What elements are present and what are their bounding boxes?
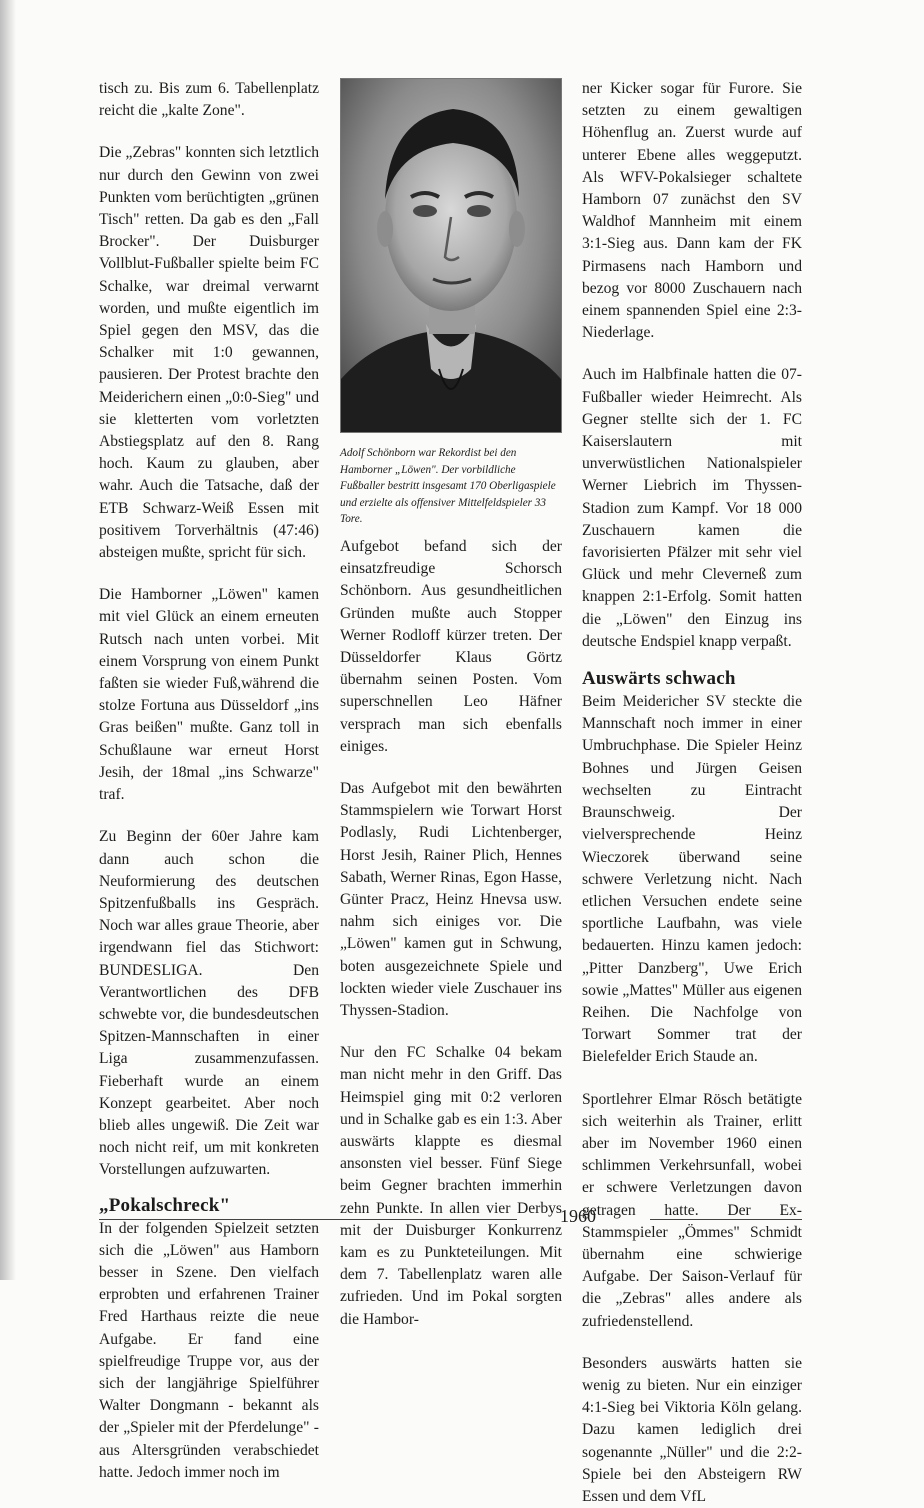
photo-caption: Adolf Schönborn war Rekordist bei den Hamborner „Löwen". Der vorbildliche Fußballer bestritt insgesamt 170 Oberligaspiele und erzielte als offensiver Mittelfeldspieler 33 Tore. (340, 447, 556, 526)
portrait-illustration (341, 79, 561, 432)
section-heading: „Pokalschreck" (99, 1194, 231, 1216)
paragraph: Besonders auswärts hatten sie wenig zu bieten. Nur ein einziger 4:1-Sieg bei Viktoria Köln gelang. Dazu kamen lediglich drei sogenannte „Nüller" und die 2:2-Spiele bei den Absteigern RW Essen und dem VfL (582, 1354, 802, 1505)
paragraph: Das Aufgebot mit den bewährten Stammspielern wie Torwart Horst Podlasly, Rudi Lichtenberger, Horst Jesih, Rainer Plich, Hennes Sabath, Werner Rinas, Egon Hasse, Günter Pracz, Heinz Hnevsa usw. nahm sich einiges vor. Die „Löwen" kamen gut in Schwung, boten ausgezeichnete Spiele und lockten wieder viele Zuschauer ins Thyssen-Stadion. (340, 780, 562, 1020)
portrait-photo (340, 78, 562, 433)
text-column-right (582, 78, 802, 1508)
paragraph: Aufgebot befand sich der einsatzfreudige Schorsch Schönborn. Aus gesundheitlichen Gründen mußte auch Stopper Werner Rodloff kürzer treten. Der Düsseldorfer Klaus Görtz übernahm seinen Posten. Vom superschnellen Leo Häfner versprach man sich ebenfalls einiges. (340, 537, 562, 755)
paragraph: Nur den FC Schalke 04 bekam man nicht mehr in den Griff. Das Heimspiel ging mit 0:2 verloren und in Schalke gab es ein 1:3. Aber auswärts klappte es diesmal ansonsten viel besser. Fünf Siege beim Gegner brachten immerhin zehn Punkte. In allen vier Derbys mit der Duisburger Konkurrenz kam es zu Punkteteilungen. Mit dem 7. Tabellenplatz waren alle zufrieden. Und im Pokal sorgten die Hambor- (340, 1044, 562, 1328)
paragraph: tisch zu. Bis zum 6. Tabellenplatz reicht die „kalte Zone". (99, 80, 319, 120)
paragraph: ner Kicker sogar für Furore. Sie setzten zu einem gewaltigen Höhenflug an. Zuerst wurde auf unterer Ebene alles weggeputzt. Als WFV-Pokalsieger schaltete Hamborn 07 zunächst den SV Waldhof Mannheim mit einem 3:1-Sieg aus. Dann kam der FK Pirmasens nach Hamborn und bezog vor 8000 Zuschauern nach einem spannenden Spiel eine 2:3-Niederlage. (582, 80, 802, 342)
paragraph: Zu Beginn der 60er Jahre kam dann auch schon die Neuformierung des deutschen Spitzenfußballs ins Gespräch. Noch war alles graue Theorie, aber irgendwann fiel das Stichwort: BUNDESLIGA. Den Verantwortlichen des DFB schwebte vor, die bundesdeutschen Spitzen-Mannschaften in einer Liga zusammenzufassen. Fieberhaft wurde an einem Konzept gearbeitet. Aber noch blieb alles ungewiß. Die Zeit war noch nicht reif, um mit konkreten Vorstellungen aufzuwarten. (99, 828, 319, 1179)
paragraph: In der folgenden Spielzeit setzten sich die „Löwen" aus Hamborn besser in Szene. Den vielfach erprobten und erfahrenen Trainer Fred Harthaus reizte die neue Aufgabe. Er fand eine spielfreudige Truppe vor, aus der sich der langjährige Spielführer Walter Dongmann - bekannt als der „Spieler mit der Pferdelunge" - aus Altersgründen verabschiedet hatte. Jedoch immer noch im (99, 1219, 319, 1481)
text-column-left (99, 78, 319, 1484)
page-binding-shadow (0, 0, 16, 1280)
page-number: 1960 (560, 1206, 596, 1226)
paragraph: Die Hamborner „Löwen" kamen mit viel Glück an einem erneuten Rutsch nach unten vorbei. Mit einem Vorsprung von einem Punkt faßten sie wieder Fuß,während die stolze Fortuna aus Düsseldorf „ins Gras beißen" mußte. Ganz toll in Schußlaune war erneut Horst Jesih, der 18mal „ins Schwarze" traf. (99, 586, 319, 804)
paragraph: Beim Meidericher SV steckte die Mannschaft noch immer in einer Umbruchphase. Die Spieler Heinz Bohnes und Jürgen Geisen wechselten zu Eintracht Braunschweig. Der vielversprechende Heinz Wieczorek überwand seine schwere Verletzung nicht. Nach etlichen Versuchen endete seine sportliche Laufbahn, was viele bedauerten. Hinzu kamen jedoch: „Pitter Danzberg", Uwe Erich sowie „Mattes" Müller aus eigenen Reihen. Die Nachfolge von Torwart Sommer trat der Bielefelder Erich Staude an. (582, 693, 802, 1066)
text-column-middle (340, 78, 562, 1331)
footer-rule-left (99, 1219, 517, 1220)
paragraph: Die „Zebras" konnten sich letztlich nur durch den Gewinn von zwei Punkten vom berüchtigten „grünen Tisch" retten. Da gab es den „Fall Brocker". Der Duisburger Vollblut-Fußballer spielte beim FC Schalke, war dreimal verwarnt worden, und mußte eigentlich im Spiel gegen den MSV, das die Schalker mit 1:0 gewannen, pausieren. Der Protest brachte den Meiderichern einen „0:0-Sieg" und sie kletterten vom vorletzten Abstiegsplatz auf den 8. Rang hoch. Kaum zu glauben, aber wahr. Auch die Tatsache, daß der ETB Schwarz-Weiß Essen mit positivem Torverhältnis (47:46) absteigen mußte, spricht für sich. (99, 144, 319, 562)
section-heading: Auswärts schwach (582, 668, 736, 690)
paragraph: Auch im Halbfinale hatten die 07-Fußballer wieder Heimrecht. Als Gegner stellte sich der 1. FC Kaiserslautern mit unverwüstlichen Nationalspieler Werner Liebrich im Thyssen-Stadion zum Kampf. Vor 18 000 Zuschauern kamen die favorisierten Pfälzer mit sehr viel Glück und mehr Cleverneß zum knappen 2:1-Erfolg. Somit hatten die „Löwen" den Einzug ins deutsche Endspiel knapp verpaßt. (582, 366, 802, 650)
footer-rule-right (650, 1219, 802, 1220)
paragraph: Sportlehrer Elmar Rösch betätigte sich weiterhin als Trainer, erlitt aber im November 1960 einen schlimmen Verkehrsunfall, wobei er schwere Verletzungen davon getragen hatte. Der Ex-Stammspieler „Ömmes" Schmidt übernahm eine schwierige Aufgabe. Der Saison-Verlauf für die „Zebras" alles andere als zufriedenstellend. (582, 1090, 802, 1330)
